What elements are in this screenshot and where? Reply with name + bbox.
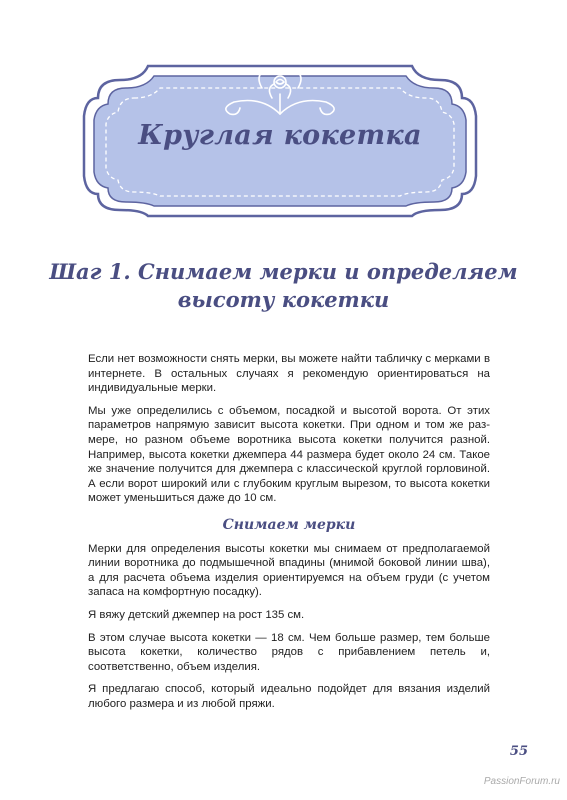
step-title-line2: высоту кокетки bbox=[177, 287, 390, 312]
paragraph: Я предлагаю способ, который идеально подойдет для вязания изделий любого размера и из любой пряжи. bbox=[88, 683, 490, 710]
chapter-banner bbox=[62, 58, 498, 218]
chapter-title: Круглая кокетка bbox=[138, 120, 422, 151]
subheading: Снимаем мерки bbox=[222, 516, 356, 533]
step-title bbox=[40, 258, 527, 314]
paragraph: Мы уже определились с объемом, посадкой и высотой ворота. От этих параметров напрямую зависит высота кокетки. При одном и том же размере, но разном объеме воротника высота кокетки получится разной. Например, высота кокетки джемпера 44 размера будет около 24 см. Такое же значение получится для джемпера с классической круглой горловиной. А если ворот широкий или с глубоким круглым вырезом, то высота кокетки может уменьшиться даже до 10 см. bbox=[88, 404, 490, 505]
page-number: 55 bbox=[509, 744, 528, 759]
step-title-line1: Шаг 1. Снимаем мерки и определяем bbox=[49, 259, 518, 284]
paragraph: Если нет возможности снять мерки, вы можете найти табличку с мерками в интернете. В остальных случаях я рекомендую ориентироваться на индивидуальные мерки. bbox=[88, 353, 490, 395]
paragraph: Мерки для определения высоты кокетки мы снимаем от предполагаемой линии воротника до подмышечной впадины (мнимой боковой линии шва), а для расчета объема изделия ориентируемся на объем груди (с учетом запаса на комфортную посадку). bbox=[88, 542, 490, 599]
paragraph: В этом случае высота кокетки — 18 см. Чем больше размер, тем больше высота кокетки, количество рядов с прибавлением петель и, соответственно, объем изделия. bbox=[88, 631, 490, 673]
body-text bbox=[88, 352, 490, 719]
watermark: PassionForum.ru bbox=[483, 776, 560, 787]
paragraph: Я вяжу детский джемпер на рост 135 см. bbox=[88, 608, 305, 621]
